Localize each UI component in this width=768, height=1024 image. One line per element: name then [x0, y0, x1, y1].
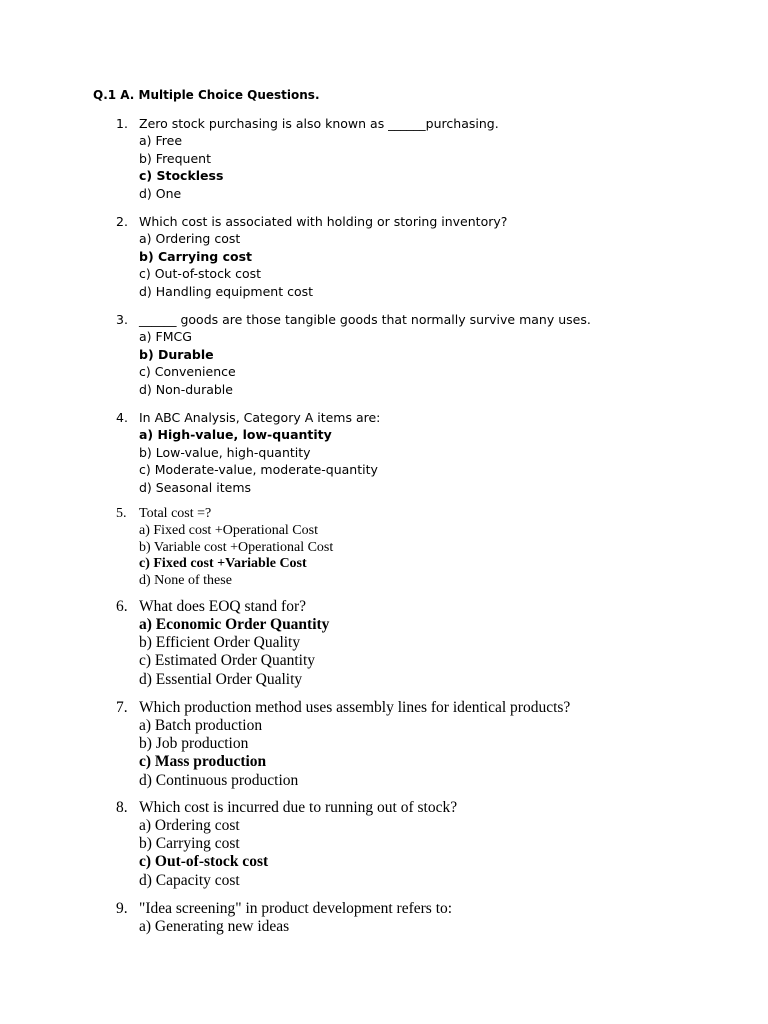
- option-c: c) Out-of-stock cost: [139, 266, 262, 282]
- question-number: 7.: [116, 699, 128, 716]
- option-b: b) Frequent: [139, 150, 211, 166]
- question-text: Total cost =?: [139, 506, 212, 521]
- question-text: Which cost is incurred due to running out of stock?: [139, 799, 458, 816]
- question-text: Which production method uses assembly lines for identical products?: [139, 699, 571, 716]
- option-d: d) One: [139, 186, 182, 202]
- question-text: Zero stock purchasing is also known as ______purchasing.: [139, 116, 499, 131]
- question-number: 3.: [116, 312, 128, 327]
- option-c: c) Mass production: [139, 753, 267, 771]
- option-c: c) Convenience: [139, 364, 236, 380]
- option-list: [139, 230, 313, 301]
- option-a: a) Generating new ideas: [139, 918, 290, 935]
- question-number: 5.: [116, 506, 127, 521]
- question-text: "Idea screening" in product development refers to:: [139, 900, 453, 917]
- option-list: [139, 717, 298, 790]
- option-a: a) Batch production: [139, 717, 263, 734]
- option-b: b) Carrying cost: [139, 835, 240, 853]
- option-list: [139, 426, 378, 497]
- question-number: 8.: [116, 799, 128, 816]
- option-c: c) Moderate-value, moderate-quantity: [139, 462, 378, 478]
- option-d: d) Essential Order Quality: [139, 670, 303, 688]
- option-list: [139, 616, 329, 689]
- option-a: a) Free: [139, 133, 183, 148]
- option-list: [139, 523, 333, 590]
- option-c: c) Stockless: [139, 168, 224, 184]
- question-number: 1.: [116, 116, 128, 131]
- option-a: a) Ordering cost: [139, 817, 240, 834]
- option-b: b) Carrying cost: [139, 248, 252, 264]
- option-d: d) Seasonal items: [139, 480, 252, 496]
- option-a: a) Fixed cost +Operational Cost: [139, 523, 318, 538]
- option-b: b) Job production: [139, 735, 249, 753]
- question-text: ______ goods are those tangible goods that normally survive many uses.: [139, 312, 591, 327]
- option-list: [139, 132, 223, 203]
- option-list: [139, 328, 236, 399]
- option-a: a) Ordering cost: [139, 231, 241, 246]
- question-number: 2.: [116, 214, 128, 229]
- option-c: c) Fixed cost +Variable Cost: [139, 556, 307, 572]
- question-number: 9.: [116, 900, 128, 917]
- question-text: In ABC Analysis, Category A items are:: [139, 410, 381, 425]
- option-list: [139, 918, 289, 936]
- question-number: 4.: [116, 410, 128, 425]
- option-d: d) None of these: [139, 573, 232, 589]
- option-b: b) Low-value, high-quantity: [139, 444, 311, 460]
- question-number: 6.: [116, 598, 128, 615]
- option-c: c) Estimated Order Quantity: [139, 652, 316, 670]
- option-d: d) Continuous production: [139, 771, 299, 789]
- option-c: c) Out-of-stock cost: [139, 853, 269, 871]
- option-b: b) Variable cost +Operational Cost: [139, 539, 334, 555]
- option-a: a) FMCG: [139, 329, 192, 344]
- option-a: a) Economic Order Quantity: [139, 616, 330, 633]
- option-d: d) Handling equipment cost: [139, 284, 314, 300]
- section-heading: Q.1 A. Multiple Choice Questions.: [93, 88, 320, 102]
- question-text: Which cost is associated with holding or storing inventory?: [139, 214, 508, 229]
- option-a: a) High-value, low-quantity: [139, 427, 332, 442]
- option-d: d) Capacity cost: [139, 871, 240, 889]
- option-b: b) Efficient Order Quality: [139, 634, 301, 652]
- option-b: b) Durable: [139, 346, 214, 362]
- option-d: d) Non-durable: [139, 382, 233, 398]
- question-text: What does EOQ stand for?: [139, 598, 307, 615]
- option-list: [139, 817, 268, 890]
